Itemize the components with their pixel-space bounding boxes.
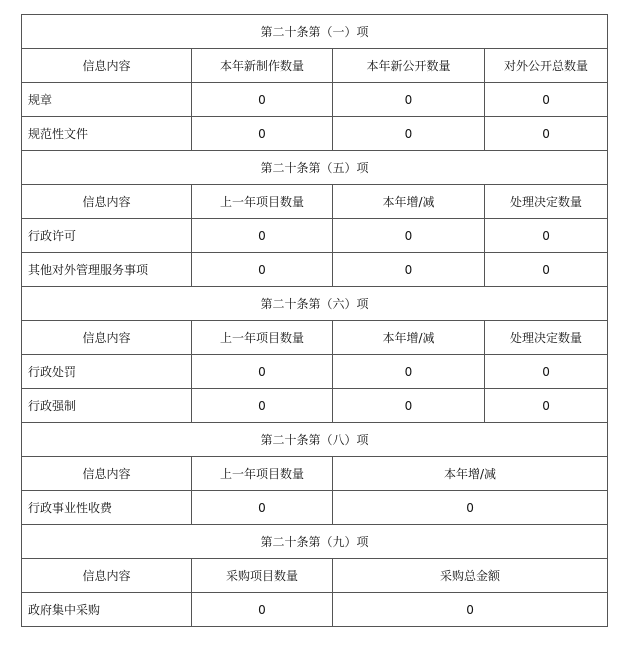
table-row <box>22 219 608 253</box>
value-cell: 0 <box>333 355 485 389</box>
value-cell: 0 <box>192 117 333 151</box>
section-title-row <box>22 151 608 185</box>
header-row <box>22 49 608 83</box>
value-cell: 0 <box>485 83 608 117</box>
header-row <box>22 457 608 491</box>
value-cell: 0 <box>333 253 485 287</box>
value-cell: 0 <box>192 253 333 287</box>
section-title-row <box>22 423 608 457</box>
table-row <box>22 491 608 525</box>
value-cell: 0 <box>192 491 333 525</box>
header-cell: 对外公开总数量 <box>485 49 608 83</box>
header-cell: 采购总金额 <box>333 559 608 593</box>
header-cell: 本年增/减 <box>333 457 608 491</box>
value-cell: 0 <box>192 219 333 253</box>
value-cell: 0 <box>192 83 333 117</box>
value-cell: 0 <box>333 491 608 525</box>
value-cell: 0 <box>192 389 333 423</box>
header-cell: 本年增/减 <box>333 185 485 219</box>
header-row <box>22 559 608 593</box>
disclosure-table <box>21 14 608 627</box>
row-label: 行政处罚 <box>22 355 192 389</box>
header-cell: 上一年项目数量 <box>192 185 333 219</box>
header-cell: 处理决定数量 <box>485 185 608 219</box>
header-cell: 信息内容 <box>22 185 192 219</box>
value-cell: 0 <box>485 253 608 287</box>
header-row <box>22 185 608 219</box>
table-row <box>22 389 608 423</box>
table-row <box>22 355 608 389</box>
row-label: 规范性文件 <box>22 117 192 151</box>
table-row <box>22 253 608 287</box>
header-cell: 处理决定数量 <box>485 321 608 355</box>
table-row <box>22 83 608 117</box>
value-cell: 0 <box>192 355 333 389</box>
header-cell: 采购项目数量 <box>192 559 333 593</box>
value-cell: 0 <box>333 83 485 117</box>
section-title: 第二十条第（五）项 <box>22 151 608 185</box>
value-cell: 0 <box>485 117 608 151</box>
value-cell: 0 <box>192 593 333 627</box>
header-cell: 信息内容 <box>22 49 192 83</box>
section-title: 第二十条第（一）项 <box>22 15 608 49</box>
table-row <box>22 593 608 627</box>
value-cell: 0 <box>485 219 608 253</box>
row-label: 政府集中采购 <box>22 593 192 627</box>
header-cell: 本年增/减 <box>333 321 485 355</box>
row-label: 其他对外管理服务事项 <box>22 253 192 287</box>
section-title-row <box>22 525 608 559</box>
header-row <box>22 321 608 355</box>
section-title: 第二十条第（九）项 <box>22 525 608 559</box>
row-label: 规章 <box>22 83 192 117</box>
header-cell: 信息内容 <box>22 457 192 491</box>
section-title: 第二十条第（六）项 <box>22 287 608 321</box>
row-label: 行政强制 <box>22 389 192 423</box>
row-label: 行政事业性收费 <box>22 491 192 525</box>
row-label: 行政许可 <box>22 219 192 253</box>
value-cell: 0 <box>333 219 485 253</box>
header-cell: 本年新公开数量 <box>333 49 485 83</box>
section-title-row <box>22 287 608 321</box>
section-title-row <box>22 15 608 49</box>
value-cell: 0 <box>485 355 608 389</box>
value-cell: 0 <box>333 593 608 627</box>
header-cell: 信息内容 <box>22 321 192 355</box>
value-cell: 0 <box>333 389 485 423</box>
header-cell: 上一年项目数量 <box>192 321 333 355</box>
value-cell: 0 <box>333 117 485 151</box>
table-row <box>22 117 608 151</box>
header-cell: 信息内容 <box>22 559 192 593</box>
header-cell: 本年新制作数量 <box>192 49 333 83</box>
section-title: 第二十条第（八）项 <box>22 423 608 457</box>
value-cell: 0 <box>485 389 608 423</box>
header-cell: 上一年项目数量 <box>192 457 333 491</box>
